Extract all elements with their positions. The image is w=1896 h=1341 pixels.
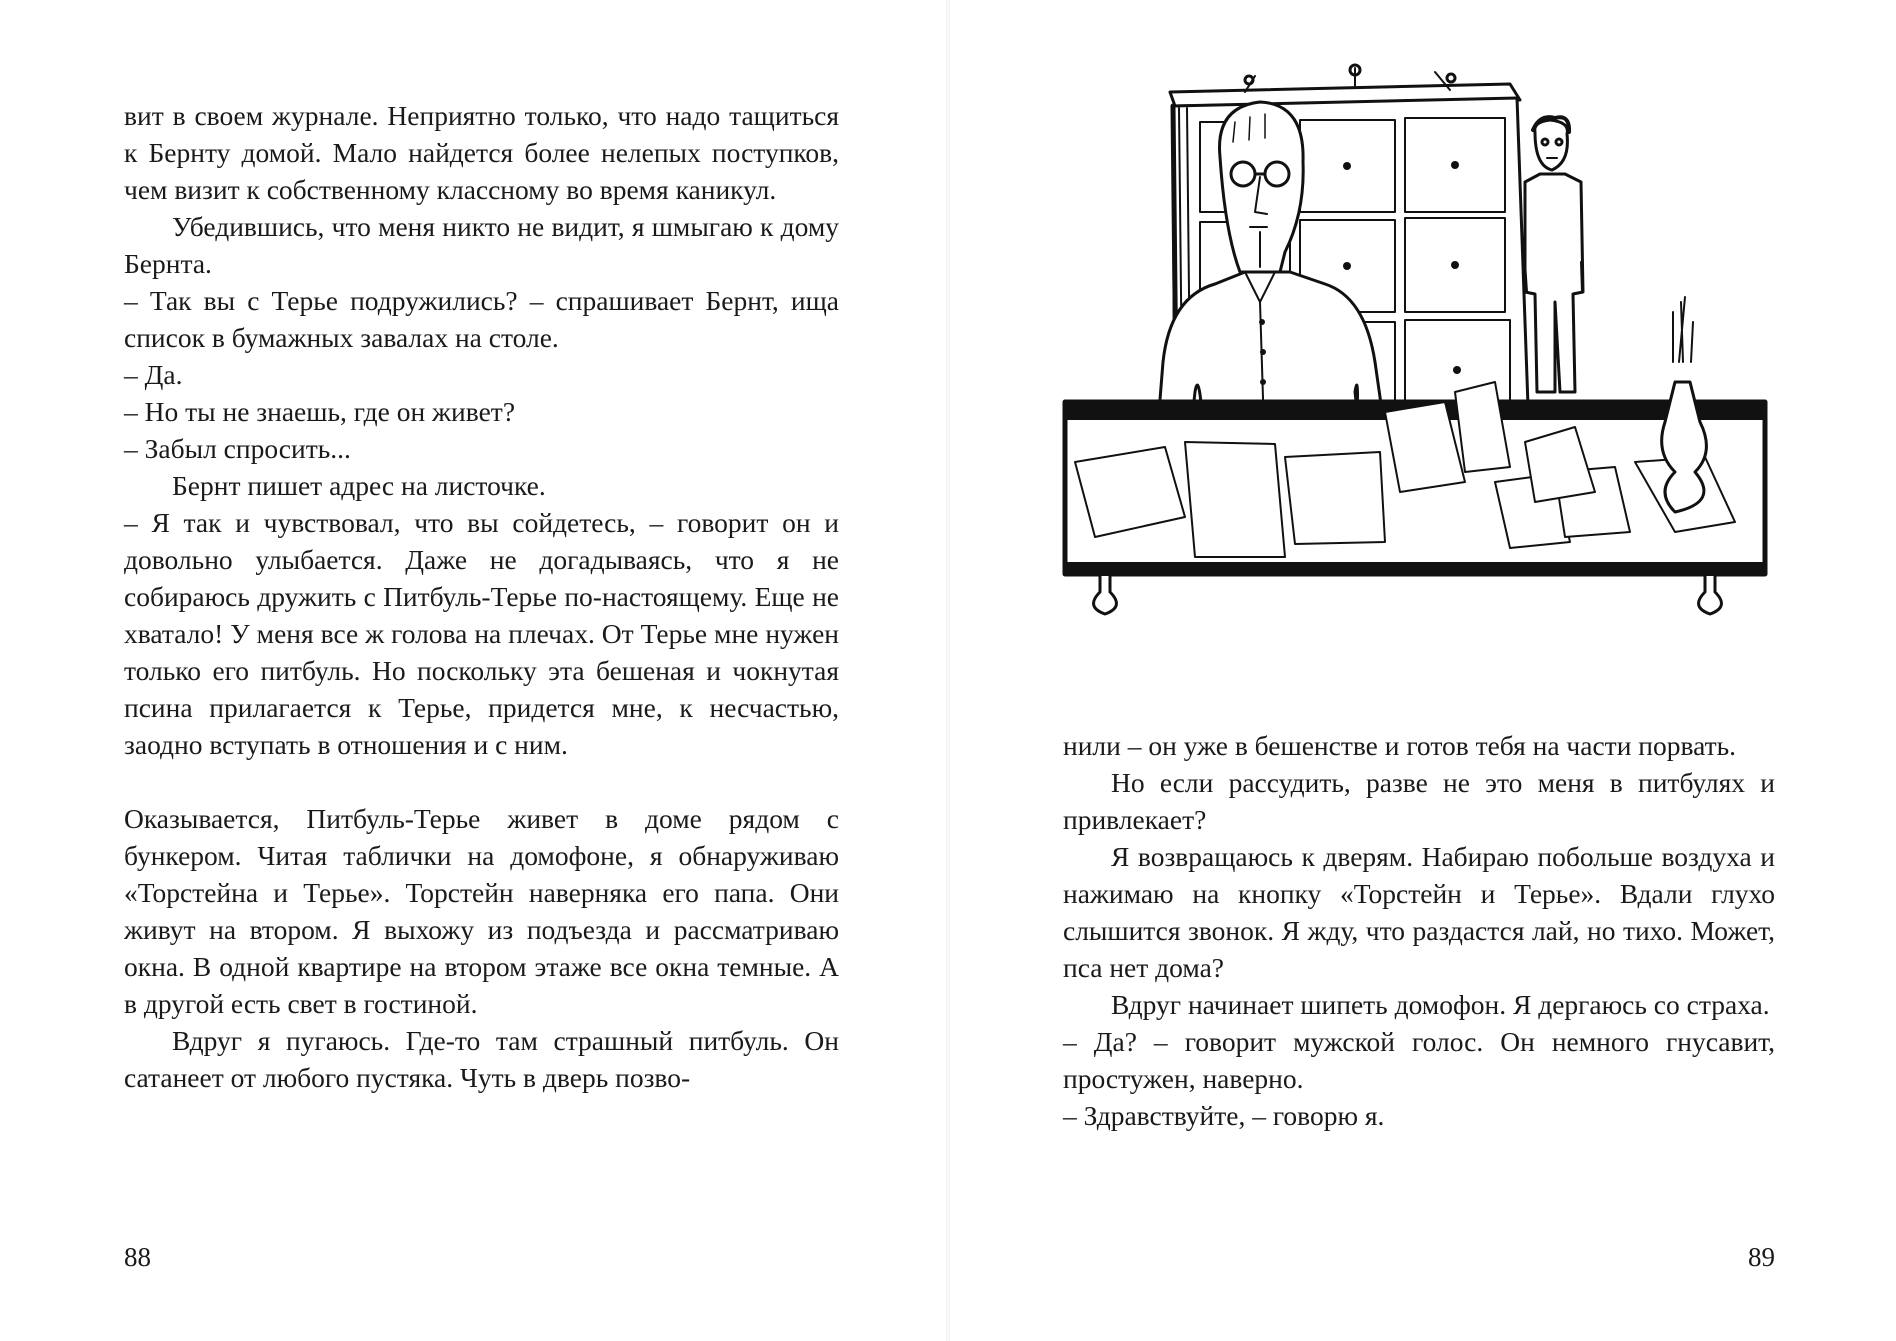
right-paragraph-4: Вдруг начинает шипеть домофон. Я дергаюсь со страха. bbox=[1111, 989, 1770, 1020]
illustration-teacher-and-boy bbox=[1055, 62, 1780, 668]
page-number-right: 89 bbox=[1748, 1242, 1775, 1272]
page-number-left: 88 bbox=[124, 1242, 151, 1272]
left-dialog-3: – Но ты не знаешь, где он живет? bbox=[124, 396, 516, 427]
left-page-text bbox=[124, 97, 839, 1096]
left-dialog-4: – Забыл спросить... bbox=[124, 433, 351, 464]
left-dialog-1: – Так вы с Терье подружились? – спрашивает Бернт, ища список в бумажных завалах на столе. bbox=[124, 285, 839, 353]
left-paragraph-1: вит в своем журнале. Неприятно только, что надо тащиться к Бернту домой. Мало найдется более нелепых поступков, чем визит к собственному классному во время каникул. bbox=[124, 100, 839, 205]
right-dialog-2: – Здравствуйте, – говорю я. bbox=[1063, 1100, 1385, 1131]
right-dialog-1: – Да? – говорит мужской голос. Он немного гнусавит, простужен, наверно. bbox=[1063, 1026, 1775, 1094]
left-dialog-2: – Да. bbox=[124, 359, 183, 390]
left-paragraph-2: Убедившись, что меня никто не видит, я шмыгаю к дому Бернта. bbox=[124, 211, 839, 279]
right-page-text bbox=[1063, 727, 1775, 1134]
right-paragraph-1: нили – он уже в бешенстве и готов тебя на части порвать. bbox=[1063, 730, 1737, 761]
right-paragraph-3: Я возвращаюсь к дверям. Набираю побольше воздуха и нажимаю на кнопку «Торстейн и Терье». Вдали глухо слышится звонок. Я жду, что раздастся лай, но тихо. Может, пса нет дома? bbox=[1063, 841, 1775, 983]
left-paragraph-3: Бернт пишет адрес на листочке. bbox=[172, 470, 546, 501]
right-paragraph-2: Но если рассудить, разве не это меня в питбулях и привлекает? bbox=[1063, 767, 1775, 835]
left-dialog-5: – Я так и чувствовал, что вы сойдетесь, – говорит он и довольно улыбается. Даже не догадываясь, что я не собираюсь дружить с Питбуль-Терье по-настоящему. Еще не хватало! У меня все ж голова на плечах. От Терье мне нужен только его питбуль. Но поскольку эта бешеная и чокнутая псина прилагается к Терье, придется мне, к несчастью, заодно вступать в отношения и с ним. bbox=[124, 507, 839, 760]
left-paragraph-4: Вдруг я пугаюсь. Где-то там страшный питбуль. Он сатанеет от любого пустяка. Чуть в дверь позво- bbox=[124, 1025, 839, 1093]
boy-figure bbox=[1525, 117, 1583, 392]
left-section-paragraph: Оказывается, Питбуль-Терье живет в доме рядом с бункером. Читая таблички на домофоне, я обнаруживаю «Торстейна и Терье». Торстейн наверняка его папа. Они живут на втором. Я выхожу из подъезда и рассматриваю окна. В одной квартире на втором этаже все окна темные. А в другой есть свет в гостиной. bbox=[124, 803, 839, 1019]
